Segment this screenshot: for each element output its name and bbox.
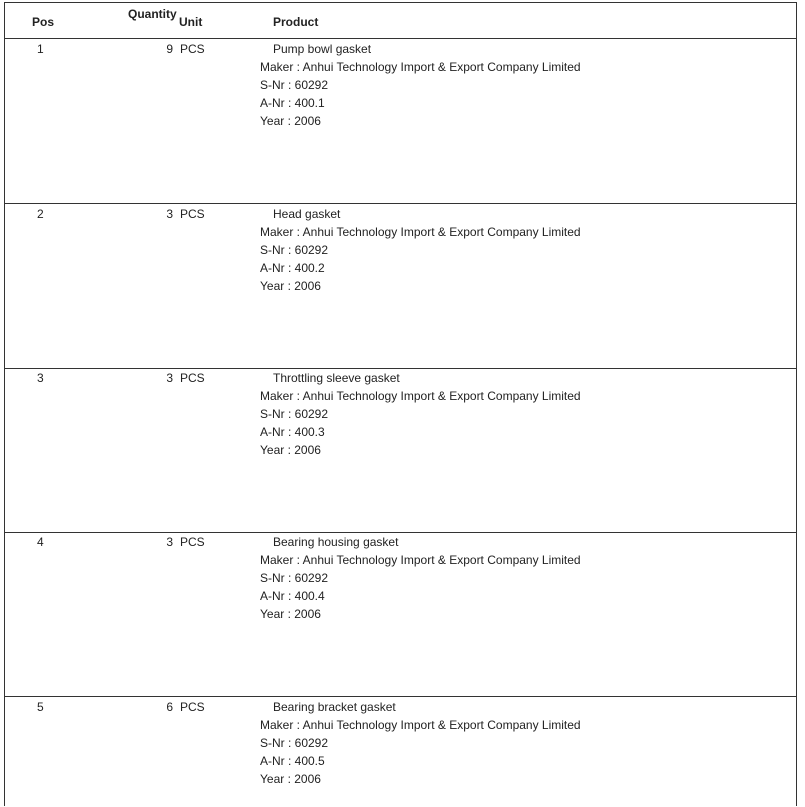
header-quantity: Quantity	[128, 7, 177, 21]
row-product-name: Pump bowl gasket	[273, 42, 372, 56]
table-row	[5, 204, 796, 369]
row-article-number: A-Nr : 400.1	[260, 96, 325, 110]
row-maker: Maker : Anhui Technology Import & Export Company Limited	[260, 225, 581, 239]
row-maker: Maker : Anhui Technology Import & Export Company Limited	[260, 60, 581, 74]
row-serial-number: S-Nr : 60292	[260, 736, 329, 750]
table-row	[5, 532, 796, 697]
row-year: Year : 2006	[260, 114, 321, 128]
row-serial-number: S-Nr : 60292	[260, 78, 329, 92]
row-pos: 5	[37, 700, 44, 714]
header-pos: Pos	[32, 15, 55, 29]
row-year: Year : 2006	[260, 772, 321, 786]
row-unit: PCS	[180, 700, 205, 714]
row-serial-number: S-Nr : 60292	[260, 571, 329, 585]
row-quantity: 3	[166, 207, 173, 221]
row-product-name: Bearing bracket gasket	[273, 700, 396, 714]
header-unit: Unit	[179, 15, 203, 29]
row-pos: 3	[37, 371, 44, 385]
table-header	[5, 3, 796, 39]
table-row	[5, 368, 796, 533]
row-year: Year : 2006	[260, 443, 321, 457]
parts-table	[4, 2, 797, 806]
row-article-number: A-Nr : 400.3	[260, 425, 325, 439]
row-article-number: A-Nr : 400.4	[260, 589, 325, 603]
row-unit: PCS	[180, 535, 205, 549]
header-product: Product	[273, 15, 319, 29]
row-quantity: 3	[166, 535, 173, 549]
row-year: Year : 2006	[260, 607, 321, 621]
row-unit: PCS	[180, 207, 205, 221]
row-unit: PCS	[180, 42, 205, 56]
table-row	[5, 697, 796, 807]
row-product-name: Bearing housing gasket	[273, 535, 399, 549]
row-product-name: Head gasket	[273, 207, 341, 221]
row-maker: Maker : Anhui Technology Import & Export Company Limited	[260, 718, 581, 732]
row-year: Year : 2006	[260, 279, 321, 293]
row-product-name: Throttling sleeve gasket	[273, 371, 400, 385]
row-pos: 1	[37, 42, 44, 56]
row-serial-number: S-Nr : 60292	[260, 243, 329, 257]
table-row	[5, 39, 796, 204]
row-pos: 2	[37, 207, 44, 221]
row-quantity: 6	[166, 700, 173, 714]
row-unit: PCS	[180, 371, 205, 385]
row-article-number: A-Nr : 400.5	[260, 754, 325, 768]
row-maker: Maker : Anhui Technology Import & Export Company Limited	[260, 389, 581, 403]
row-article-number: A-Nr : 400.2	[260, 261, 325, 275]
row-quantity: 9	[166, 42, 173, 56]
row-pos: 4	[37, 535, 44, 549]
row-maker: Maker : Anhui Technology Import & Export Company Limited	[260, 553, 581, 567]
row-quantity: 3	[166, 371, 173, 385]
row-serial-number: S-Nr : 60292	[260, 407, 329, 421]
